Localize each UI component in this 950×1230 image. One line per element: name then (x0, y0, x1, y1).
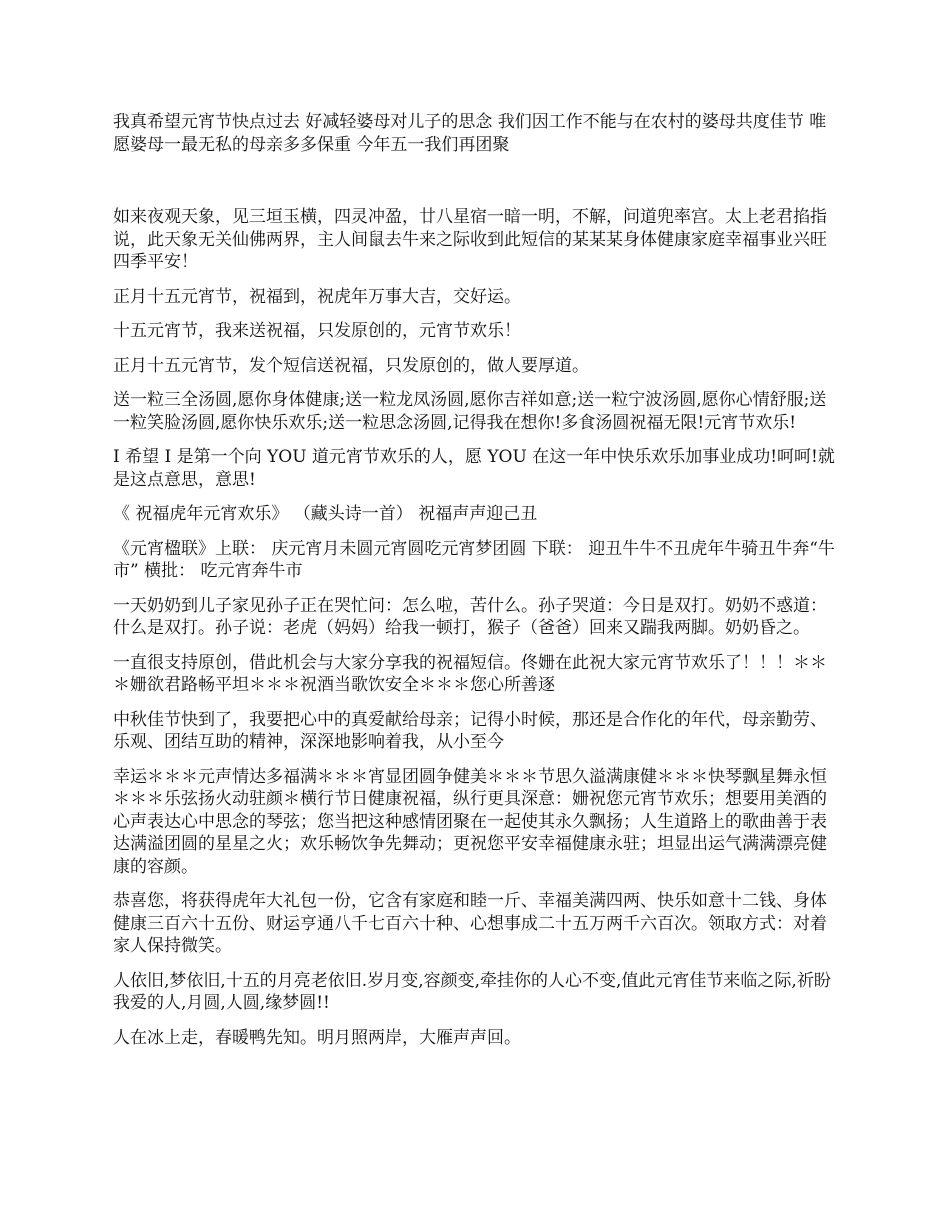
paragraph-9: 一天奶奶到儿子家见孙子正在哭忙问：怎么啦，苦什么。孙子哭道：今日是双打。奶奶不惑道：什么是双打。孙子说：老虎（妈妈）给我一顿打，猴子（爸爸）回来又踹我两脚。奶奶昏之。 (113, 595, 827, 638)
paragraph-13: 恭喜您，将获得虎年大礼包一份，它含有家庭和睦一斤、幸福美满四两、快乐如意十二钱、身体健康三百六十五份、财运亨通八千七百六十种、心想事成二十五万两千六百次。领取方式：对着家人保持微笑。 (113, 891, 827, 956)
paragraph-8: 《元宵楹联》上联： 庆元宵月未圆元宵圆吃元宵梦团圆 下联： 迎丑牛牛不丑虎年牛骑丑牛奔“牛市” 横批： 吃元宵奔牛市 (113, 538, 835, 581)
paragraph-15: 人在冰上走，春暖鸭先知。明月照两岸，大雁声声回。 (113, 1027, 521, 1048)
document-page (113, 111, 835, 1061)
paragraph-5: 送一粒三全汤圆,愿你身体健康;送一粒龙凤汤圆,愿你吉祥如意;送一粒宁波汤圆,愿你心情舒服;送一粒笑脸汤圆,愿你快乐欢乐;送一粒思念汤圆,记得我在想你!多食汤圆祝福无限!元宵节欢乐! (113, 390, 827, 433)
paragraph-6: I 希望 I 是第一个向 YOU 道元宵节欢乐的人，愿 YOU 在这一年中快乐欢乐加事业成功!呵呵!就是这点意思，意思! (113, 447, 835, 490)
paragraph-3: 十五元宵节，我来送祝福，只发原创的，元宵节欢乐！ (113, 321, 521, 341)
paragraph-11: 中秋佳节快到了，我要把心中的真爱献给母亲；记得小时候，那还是合作化的年代，母亲勤劳、乐观、团结互助的精神，深深地影响着我，从小至今 (113, 709, 827, 752)
intro-paragraph: 我真希望元宵节快点过去 好减轻婆母对儿子的思念 我们因工作不能与在农村的婆母共度佳节 唯愿婆母一最无私的母亲多多保重 今年五一我们再团聚 (113, 112, 827, 155)
paragraph-12: 幸运＊＊＊元声情达多福满＊＊＊宵显团圆争健美＊＊＊节思久溢满康健＊＊＊快琴飘星舞永恒＊＊＊乐弦扬火动驻颜＊横行节日健康祝福，纵行更具深意：姗祝您元宵节欢乐；想要用美酒的心声表达心中思念的琴弦；您当把这种感情团聚在一起使其永久飘扬；人生道路上的歌曲善于表达满溢团圆的星星之火；欢乐畅饮争先舞动；更祝您平安幸福健康永驻；坦显出运气满满漂亮健康的容颜。 (113, 766, 827, 877)
paragraph-10: 一直很支持原创，借此机会与大家分享我的祝福短信。佟姗在此祝大家元宵节欢乐了！！！＊＊＊姗欲君路畅平坦＊＊＊祝酒当歌饮安全＊＊＊您心所善逐 (113, 652, 827, 695)
paragraph-1: 如来夜观天象，见三垣玉横，四灵冲盈，廿八星宿一暗一明，不解，问道兜率宫。太上老君掐指说，此天象无关仙佛两界，主人间鼠去牛来之际收到此短信的某某某身体健康家庭幸福事业兴旺四季平安！ (113, 207, 827, 272)
paragraph-14: 人依旧,梦依旧,十五的月亮老依旧.岁月变,容颜变,牵挂你的人心不变,值此元宵佳节来临之际,祈盼我爱的人,月圆,人圆,缘梦圆!! (113, 970, 831, 1013)
paragraph-7: 《 祝福虎年元宵欢乐》 （藏头诗一首） 祝福声声迎己丑 (113, 504, 538, 524)
paragraph-2: 正月十五元宵节，祝福到，祝虎年万事大吉，交好运。 (113, 286, 521, 307)
paragraph-4: 正月十五元宵节，发个短信送祝福，只发原创的，做人要厚道。 (113, 355, 589, 376)
